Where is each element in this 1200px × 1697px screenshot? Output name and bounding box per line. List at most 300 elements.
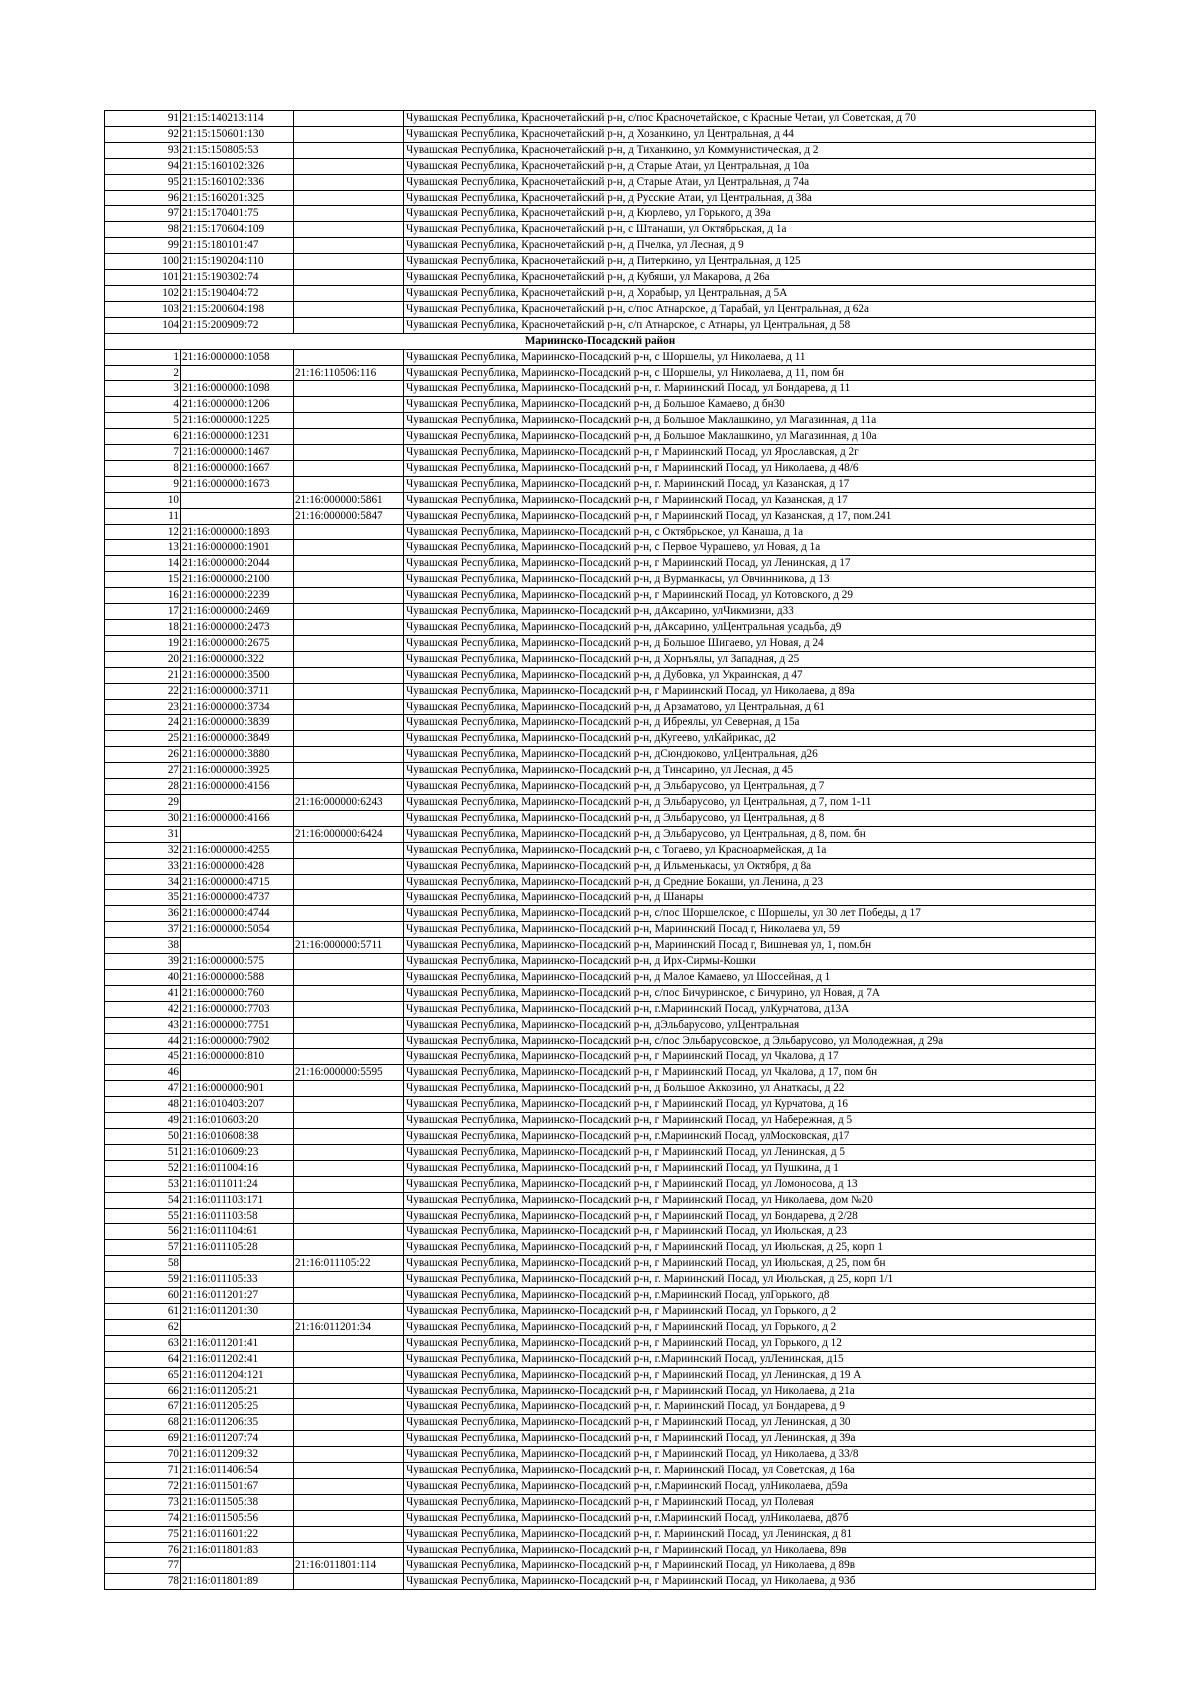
premises-cadastral-number xyxy=(294,1351,404,1367)
address: Чувашская Республика, Мариинско-Посадский р-н, с/пос Бичуринское, с Бичурино, ул Новая, д 7А xyxy=(404,985,1096,1001)
cadastral-number: 21:15:170604:109 xyxy=(181,222,294,238)
address: Чувашская Республика, Мариинско-Посадский р-н, г Мариинский Посад, ул Ленинская, д 19 А xyxy=(404,1367,1096,1383)
address: Чувашская Республика, Красночетайский р-н, д Старые Атаи, ул Центральная, д 10а xyxy=(404,158,1096,174)
cadastral-number: 21:15:190302:74 xyxy=(181,270,294,286)
premises-cadastral-number xyxy=(294,1399,404,1415)
table-row xyxy=(105,874,1096,890)
row-number: 100 xyxy=(105,254,181,270)
table-row xyxy=(105,715,1096,731)
address: Чувашская Республика, Мариинско-Посадский р-н, г. Мариинский Посад, ул Советская, д 16а xyxy=(404,1463,1096,1479)
table-row xyxy=(105,1399,1096,1415)
cadastral-number: 21:16:000000:810 xyxy=(181,1049,294,1065)
premises-cadastral-number xyxy=(294,1001,404,1017)
cadastral-number: 21:16:000000:1231 xyxy=(181,429,294,445)
premises-cadastral-number xyxy=(294,842,404,858)
address: Чувашская Республика, Мариинско-Посадский р-н, д Большое Камаево, д бн30 xyxy=(404,397,1096,413)
premises-cadastral-number xyxy=(294,1240,404,1256)
premises-cadastral-number xyxy=(294,1272,404,1288)
table-row xyxy=(105,1494,1096,1510)
table-row xyxy=(105,317,1096,333)
address: Чувашская Республика, Мариинско-Посадский р-н, д Эльбарусово, ул Центральная, д 7, пом 1-11 xyxy=(404,794,1096,810)
table-row xyxy=(105,1081,1096,1097)
premises-cadastral-number xyxy=(294,858,404,874)
row-number: 69 xyxy=(105,1431,181,1447)
table-row xyxy=(105,206,1096,222)
cadastral-number xyxy=(181,508,294,524)
cadastral-number: 21:16:000000:1467 xyxy=(181,445,294,461)
address: Чувашская Республика, Мариинско-Посадский р-н, д Эльбарусово, ул Центральная, д 8, пом. бн xyxy=(404,826,1096,842)
row-number: 70 xyxy=(105,1447,181,1463)
address: Чувашская Республика, Красночетайский р-н, д Кубяши, ул Макарова, д 26а xyxy=(404,270,1096,286)
cadastral-number: 21:16:000000:1225 xyxy=(181,413,294,429)
row-number: 25 xyxy=(105,731,181,747)
row-number: 30 xyxy=(105,810,181,826)
row-number: 57 xyxy=(105,1240,181,1256)
address: Чувашская Республика, Красночетайский р-н, с/пос Красночетайское, с Красные Четаи, ул Советская, д 70 xyxy=(404,111,1096,127)
table-row xyxy=(105,254,1096,270)
row-number: 62 xyxy=(105,1319,181,1335)
cadastral-number: 21:16:011505:56 xyxy=(181,1510,294,1526)
address: Чувашская Республика, Мариинско-Посадский р-н, г Мариинский Посад, ул Бондарева, д 2/28 xyxy=(404,1208,1096,1224)
cadastral-number: 21:16:000000:1058 xyxy=(181,349,294,365)
row-number: 102 xyxy=(105,285,181,301)
records-table-body xyxy=(105,111,1096,1590)
cadastral-number: 21:16:000000:575 xyxy=(181,954,294,970)
cadastral-number: 21:16:000000:2239 xyxy=(181,588,294,604)
address: Чувашская Республика, Красночетайский р-н, с Штанаши, ул Октябрьская, д 1а xyxy=(404,222,1096,238)
cadastral-number: 21:15:200909:72 xyxy=(181,317,294,333)
table-row xyxy=(105,1129,1096,1145)
address: Чувашская Республика, Мариинско-Посадский р-н, г Мариинский Посад, ул Николаева, д 21а xyxy=(404,1383,1096,1399)
cadastral-number xyxy=(181,1256,294,1272)
table-row xyxy=(105,1303,1096,1319)
cadastral-number: 21:16:011601:22 xyxy=(181,1526,294,1542)
premises-cadastral-number xyxy=(294,158,404,174)
premises-cadastral-number xyxy=(294,1494,404,1510)
address: Чувашская Республика, Мариинско-Посадский р-н, г. Мариинский Посад, ул Ленинская, д 81 xyxy=(404,1526,1096,1542)
row-number: 38 xyxy=(105,938,181,954)
row-number: 73 xyxy=(105,1494,181,1510)
row-number: 61 xyxy=(105,1303,181,1319)
address: Чувашская Республика, Красночетайский р-н, с/п Атнарское, с Атнары, ул Центральная, д 58 xyxy=(404,317,1096,333)
address: Чувашская Республика, Красночетайский р-н, д Питеркино, ул Центральная, д 125 xyxy=(404,254,1096,270)
cadastral-number: 21:16:000000:4255 xyxy=(181,842,294,858)
premises-cadastral-number xyxy=(294,1160,404,1176)
row-number: 78 xyxy=(105,1574,181,1590)
row-number: 95 xyxy=(105,174,181,190)
cadastral-number xyxy=(181,938,294,954)
cadastral-number: 21:16:000000:428 xyxy=(181,858,294,874)
address: Чувашская Республика, Мариинско-Посадский р-н, г Мариинский Посад, ул Ярославская, д 2г xyxy=(404,445,1096,461)
cadastral-number: 21:16:000000:5054 xyxy=(181,922,294,938)
table-row xyxy=(105,1049,1096,1065)
premises-cadastral-number xyxy=(294,349,404,365)
cadastral-number: 21:16:000000:1206 xyxy=(181,397,294,413)
cadastral-number: 21:16:000000:4744 xyxy=(181,906,294,922)
address: Чувашская Республика, Мариинско-Посадский р-н, д Большое Шигаево, ул Новая, д 24 xyxy=(404,635,1096,651)
table-row xyxy=(105,985,1096,1001)
premises-cadastral-number xyxy=(294,1303,404,1319)
address: Чувашская Республика, Мариинско-Посадский р-н, г Мариинский Посад, ул Июльская, д 23 xyxy=(404,1224,1096,1240)
table-row xyxy=(105,1001,1096,1017)
table-row xyxy=(105,969,1096,985)
address: Чувашская Республика, Мариинско-Посадский р-н, г. Мариинский Посад, ул Бондарева, д 9 xyxy=(404,1399,1096,1415)
row-number: 64 xyxy=(105,1351,181,1367)
table-row xyxy=(105,1447,1096,1463)
table-row xyxy=(105,270,1096,286)
address: Чувашская Республика, Мариинско-Посадский р-н, г Мариинский Посад, ул Горького, д 2 xyxy=(404,1303,1096,1319)
table-row xyxy=(105,1383,1096,1399)
cadastral-number: 21:16:011501:67 xyxy=(181,1478,294,1494)
table-row xyxy=(105,1542,1096,1558)
address: Чувашская Республика, Мариинско-Посадский р-н, г Мариинский Посад, ул Николаева, д 89а xyxy=(404,683,1096,699)
address: Чувашская Республика, Мариинско-Посадский р-н, г.Мариинский Посад, улКурчатова, д13А xyxy=(404,1001,1096,1017)
premises-cadastral-number: 21:16:110506:116 xyxy=(294,365,404,381)
table-row xyxy=(105,1463,1096,1479)
table-row xyxy=(105,1224,1096,1240)
row-number: 27 xyxy=(105,763,181,779)
table-row xyxy=(105,604,1096,620)
address: Чувашская Республика, Мариинско-Посадский р-н, д Ибреялы, ул Северная, д 15а xyxy=(404,715,1096,731)
table-row xyxy=(105,222,1096,238)
row-number: 48 xyxy=(105,1097,181,1113)
address: Чувашская Республика, Мариинско-Посадский р-н, дАксарино, улЦентральная усадьба, д9 xyxy=(404,620,1096,636)
premises-cadastral-number xyxy=(294,890,404,906)
cadastral-number: 21:16:000000:7902 xyxy=(181,1033,294,1049)
premises-cadastral-number xyxy=(294,381,404,397)
row-number: 4 xyxy=(105,397,181,413)
address: Чувашская Республика, Мариинско-Посадский р-н, г Мариинский Посад, ул Горького, д 2 xyxy=(404,1319,1096,1335)
premises-cadastral-number xyxy=(294,683,404,699)
table-row xyxy=(105,651,1096,667)
row-number: 47 xyxy=(105,1081,181,1097)
row-number: 50 xyxy=(105,1129,181,1145)
row-number: 40 xyxy=(105,969,181,985)
cadastral-number: 21:16:000000:4715 xyxy=(181,874,294,890)
table-row xyxy=(105,174,1096,190)
cadastral-number: 21:16:000000:1893 xyxy=(181,524,294,540)
premises-cadastral-number xyxy=(294,301,404,317)
row-number: 14 xyxy=(105,556,181,572)
premises-cadastral-number xyxy=(294,1574,404,1590)
address: Чувашская Республика, Мариинско-Посадский р-н, г Мариинский Посад, ул Горького, д 12 xyxy=(404,1335,1096,1351)
cadastral-number: 21:16:000000:7703 xyxy=(181,1001,294,1017)
premises-cadastral-number xyxy=(294,270,404,286)
address: Чувашская Республика, Красночетайский р-н, д Кюрлево, ул Горького, д 39а xyxy=(404,206,1096,222)
address: Чувашская Республика, Мариинско-Посадский р-н, д Шанары xyxy=(404,890,1096,906)
row-number: 93 xyxy=(105,142,181,158)
row-number: 65 xyxy=(105,1367,181,1383)
row-number: 5 xyxy=(105,413,181,429)
cadastral-number: 21:16:000000:3711 xyxy=(181,683,294,699)
cadastral-number: 21:16:011406:54 xyxy=(181,1463,294,1479)
row-number: 2 xyxy=(105,365,181,381)
premises-cadastral-number xyxy=(294,397,404,413)
address: Чувашская Республика, Мариинско-Посадский р-н, г Мариинский Посад, ул Котовского, д 29 xyxy=(404,588,1096,604)
cadastral-number: 21:16:000000:901 xyxy=(181,1081,294,1097)
table-row xyxy=(105,1113,1096,1129)
table-row xyxy=(105,890,1096,906)
premises-cadastral-number xyxy=(294,810,404,826)
table-row xyxy=(105,1431,1096,1447)
premises-cadastral-number xyxy=(294,906,404,922)
premises-cadastral-number xyxy=(294,731,404,747)
row-number: 12 xyxy=(105,524,181,540)
premises-cadastral-number xyxy=(294,1224,404,1240)
table-row xyxy=(105,1144,1096,1160)
table-row xyxy=(105,1097,1096,1113)
cadastral-number: 21:16:000000:3734 xyxy=(181,699,294,715)
table-row xyxy=(105,826,1096,842)
address: Чувашская Республика, Мариинско-Посадский р-н, дКугеево, улКайрикас, д2 xyxy=(404,731,1096,747)
premises-cadastral-number xyxy=(294,922,404,938)
address: Чувашская Республика, Мариинско-Посадский р-н, д Дубовка, ул Украинская, д 47 xyxy=(404,667,1096,683)
table-row xyxy=(105,731,1096,747)
premises-cadastral-number xyxy=(294,524,404,540)
table-row xyxy=(105,699,1096,715)
address: Чувашская Республика, Мариинско-Посадский р-н, д Хорнъялы, ул Западная, д 25 xyxy=(404,651,1096,667)
address: Чувашская Республика, Мариинско-Посадский р-н, г Мариинский Посад, ул Николаева, д 48/6 xyxy=(404,460,1096,476)
premises-cadastral-number xyxy=(294,874,404,890)
cadastral-number xyxy=(181,492,294,508)
address: Чувашская Республика, Мариинско-Посадский р-н, г Мариинский Посад, ул Казанская, д 17, пом.241 xyxy=(404,508,1096,524)
address: Чувашская Республика, Мариинско-Посадский р-н, с Шоршелы, ул Николаева, д 11 xyxy=(404,349,1096,365)
premises-cadastral-number xyxy=(294,429,404,445)
cadastral-number: 21:16:000000:3839 xyxy=(181,715,294,731)
cadastral-number: 21:15:150805:53 xyxy=(181,142,294,158)
row-number: 35 xyxy=(105,890,181,906)
table-row xyxy=(105,492,1096,508)
address: Чувашская Республика, Мариинско-Посадский р-н, г Мариинский Посад, ул Набережная, д 5 xyxy=(404,1113,1096,1129)
row-number: 58 xyxy=(105,1256,181,1272)
table-row xyxy=(105,429,1096,445)
section-header-row xyxy=(105,333,1096,349)
cadastral-number: 21:15:160201:325 xyxy=(181,190,294,206)
premises-cadastral-number xyxy=(294,1526,404,1542)
cadastral-number: 21:16:011201:41 xyxy=(181,1335,294,1351)
address: Чувашская Республика, Мариинско-Посадский р-н, г Мариинский Посад, ул Николаева, дом №20 xyxy=(404,1192,1096,1208)
address: Чувашская Республика, Мариинско-Посадский р-н, г Мариинский Посад, ул Чкалова, д 17, пом бн xyxy=(404,1065,1096,1081)
table-row xyxy=(105,1510,1096,1526)
row-number: 15 xyxy=(105,572,181,588)
address: Чувашская Республика, Красночетайский р-н, д Русские Атаи, ул Центральная, д 38а xyxy=(404,190,1096,206)
premises-cadastral-number xyxy=(294,142,404,158)
premises-cadastral-number xyxy=(294,1097,404,1113)
cadastral-number: 21:16:011201:27 xyxy=(181,1288,294,1304)
premises-cadastral-number: 21:16:000000:6424 xyxy=(294,826,404,842)
table-row xyxy=(105,1288,1096,1304)
cadastral-number: 21:16:011105:28 xyxy=(181,1240,294,1256)
address: Чувашская Республика, Мариинско-Посадский р-н, г Мариинский Посад, ул Ленинская, д 39а xyxy=(404,1431,1096,1447)
cadastral-number: 21:16:000000:3880 xyxy=(181,747,294,763)
row-number: 67 xyxy=(105,1399,181,1415)
table-row xyxy=(105,1240,1096,1256)
row-number: 19 xyxy=(105,635,181,651)
cadastral-number: 21:16:000000:2044 xyxy=(181,556,294,572)
address: Чувашская Республика, Мариинско-Посадский р-н, д Большое Аккозино, ул Анаткасы, д 22 xyxy=(404,1081,1096,1097)
table-row xyxy=(105,922,1096,938)
row-number: 41 xyxy=(105,985,181,1001)
cadastral-number: 21:16:000000:2469 xyxy=(181,604,294,620)
row-number: 104 xyxy=(105,317,181,333)
premises-cadastral-number xyxy=(294,126,404,142)
row-number: 33 xyxy=(105,858,181,874)
row-number: 42 xyxy=(105,1001,181,1017)
cadastral-number: 21:16:011505:38 xyxy=(181,1494,294,1510)
table-row xyxy=(105,285,1096,301)
address: Чувашская Республика, Мариинско-Посадский р-н, г Мариинский Посад, ул Полевая xyxy=(404,1494,1096,1510)
address: Чувашская Республика, Мариинско-Посадский р-н, г Мариинский Посад, ул Пушкина, д 1 xyxy=(404,1160,1096,1176)
premises-cadastral-number xyxy=(294,1383,404,1399)
table-row xyxy=(105,1192,1096,1208)
table-row xyxy=(105,1574,1096,1590)
premises-cadastral-number xyxy=(294,540,404,556)
cadastral-number: 21:16:010608:38 xyxy=(181,1129,294,1145)
premises-cadastral-number xyxy=(294,476,404,492)
cadastral-number: 21:15:190204:110 xyxy=(181,254,294,270)
table-row xyxy=(105,111,1096,127)
premises-cadastral-number xyxy=(294,413,404,429)
premises-cadastral-number xyxy=(294,747,404,763)
table-row xyxy=(105,381,1096,397)
premises-cadastral-number xyxy=(294,190,404,206)
premises-cadastral-number xyxy=(294,1463,404,1479)
table-row xyxy=(105,1017,1096,1033)
address: Чувашская Республика, Мариинско-Посадский р-н, г Мариинский Посад, ул Курчатова, д 16 xyxy=(404,1097,1096,1113)
premises-cadastral-number xyxy=(294,254,404,270)
table-row xyxy=(105,1478,1096,1494)
address: Чувашская Республика, Мариинско-Посадский р-н, г Мариинский Посад, ул Июльская, д 25, пом бн xyxy=(404,1256,1096,1272)
premises-cadastral-number xyxy=(294,1288,404,1304)
address: Чувашская Республика, Красночетайский р-н, д Тиханкино, ул Коммунистическая, д 2 xyxy=(404,142,1096,158)
cadastral-number xyxy=(181,365,294,381)
cadastral-number: 21:16:011207:74 xyxy=(181,1431,294,1447)
cadastral-number: 21:16:011105:33 xyxy=(181,1272,294,1288)
table-row xyxy=(105,301,1096,317)
row-number: 11 xyxy=(105,508,181,524)
row-number: 8 xyxy=(105,460,181,476)
row-number: 21 xyxy=(105,667,181,683)
row-number: 92 xyxy=(105,126,181,142)
table-row xyxy=(105,349,1096,365)
table-row xyxy=(105,1415,1096,1431)
premises-cadastral-number xyxy=(294,445,404,461)
row-number: 1 xyxy=(105,349,181,365)
table-row xyxy=(105,445,1096,461)
table-row xyxy=(105,747,1096,763)
row-number: 32 xyxy=(105,842,181,858)
premises-cadastral-number xyxy=(294,1033,404,1049)
row-number: 99 xyxy=(105,238,181,254)
premises-cadastral-number xyxy=(294,954,404,970)
premises-cadastral-number xyxy=(294,715,404,731)
premises-cadastral-number xyxy=(294,667,404,683)
cadastral-number: 21:16:000000:3849 xyxy=(181,731,294,747)
table-row xyxy=(105,365,1096,381)
address: Чувашская Республика, Мариинско-Посадский р-н, д Средние Бокаши, ул Ленина, д 23 xyxy=(404,874,1096,890)
address: Чувашская Республика, Мариинско-Посадский р-н, д Большое Маклашкино, ул Магазинная, д 10а xyxy=(404,429,1096,445)
row-number: 103 xyxy=(105,301,181,317)
premises-cadastral-number xyxy=(294,174,404,190)
premises-cadastral-number xyxy=(294,285,404,301)
row-number: 44 xyxy=(105,1033,181,1049)
address: Чувашская Республика, Мариинско-Посадский р-н, г.Мариинский Посад, улМосковская, д17 xyxy=(404,1129,1096,1145)
address: Чувашская Республика, Красночетайский р-н, д Хозанкино, ул Центральная, д 44 xyxy=(404,126,1096,142)
address: Чувашская Республика, Мариинско-Посадский р-н, г.Мариинский Посад, улЛенинская, д15 xyxy=(404,1351,1096,1367)
premises-cadastral-number xyxy=(294,1176,404,1192)
cadastral-number: 21:15:160102:336 xyxy=(181,174,294,190)
premises-cadastral-number xyxy=(294,556,404,572)
table-row xyxy=(105,683,1096,699)
table-row xyxy=(105,635,1096,651)
premises-cadastral-number xyxy=(294,572,404,588)
premises-cadastral-number: 21:16:000000:5711 xyxy=(294,938,404,954)
address: Чувашская Республика, Красночетайский р-н, с/пос Атнарское, д Тарабай, ул Центральная, д 62а xyxy=(404,301,1096,317)
address: Чувашская Республика, Мариинско-Посадский р-н, г Мариинский Посад, ул Ленинская, д 30 xyxy=(404,1415,1096,1431)
premises-cadastral-number xyxy=(294,1542,404,1558)
address: Чувашская Республика, Красночетайский р-н, д Хорабыр, ул Центральная, д 5А xyxy=(404,285,1096,301)
table-row xyxy=(105,524,1096,540)
cadastral-number: 21:15:170401:75 xyxy=(181,206,294,222)
premises-cadastral-number xyxy=(294,460,404,476)
cadastral-number: 21:16:000000:4737 xyxy=(181,890,294,906)
address: Чувашская Республика, Мариинско-Посадский р-н, дАксарино, улЧикмизни, д33 xyxy=(404,604,1096,620)
cadastral-number: 21:16:011011:24 xyxy=(181,1176,294,1192)
premises-cadastral-number: 21:16:000000:5595 xyxy=(294,1065,404,1081)
table-row xyxy=(105,508,1096,524)
address: Чувашская Республика, Мариинско-Посадский р-н, г.Мариинский Посад, улГорького, д8 xyxy=(404,1288,1096,1304)
cadastral-number: 21:16:000000:4156 xyxy=(181,779,294,795)
cadastral-number: 21:16:011206:35 xyxy=(181,1415,294,1431)
table-row xyxy=(105,397,1096,413)
address: Чувашская Республика, Мариинско-Посадский р-н, д Тинсарино, ул Лесная, д 45 xyxy=(404,763,1096,779)
row-number: 94 xyxy=(105,158,181,174)
address: Чувашская Республика, Мариинско-Посадский р-н, д Арзаматово, ул Центральная, д 61 xyxy=(404,699,1096,715)
row-number: 60 xyxy=(105,1288,181,1304)
row-number: 56 xyxy=(105,1224,181,1240)
row-number: 17 xyxy=(105,604,181,620)
table-row xyxy=(105,460,1096,476)
row-number: 46 xyxy=(105,1065,181,1081)
row-number: 20 xyxy=(105,651,181,667)
row-number: 77 xyxy=(105,1558,181,1574)
premises-cadastral-number: 21:16:000000:6243 xyxy=(294,794,404,810)
cadastral-number: 21:16:011103:171 xyxy=(181,1192,294,1208)
table-row xyxy=(105,858,1096,874)
row-number: 98 xyxy=(105,222,181,238)
address: Чувашская Республика, Мариинско-Посадский р-н, с Первое Чурашево, ул Новая, д 1а xyxy=(404,540,1096,556)
row-number: 101 xyxy=(105,270,181,286)
premises-cadastral-number xyxy=(294,1081,404,1097)
table-row xyxy=(105,1065,1096,1081)
cadastral-number: 21:16:000000:322 xyxy=(181,651,294,667)
table-row xyxy=(105,954,1096,970)
table-row xyxy=(105,413,1096,429)
address: Чувашская Республика, Мариинско-Посадский р-н, г. Мариинский Посад, ул Бондарева, д 11 xyxy=(404,381,1096,397)
address: Чувашская Республика, Мариинско-Посадский р-н, д Ирх-Сирмы-Кошки xyxy=(404,954,1096,970)
table-row xyxy=(105,1367,1096,1383)
premises-cadastral-number: 21:16:000000:5861 xyxy=(294,492,404,508)
row-number: 16 xyxy=(105,588,181,604)
premises-cadastral-number xyxy=(294,985,404,1001)
cadastral-number: 21:16:011801:89 xyxy=(181,1574,294,1590)
row-number: 31 xyxy=(105,826,181,842)
cadastral-number: 21:16:000000:760 xyxy=(181,985,294,1001)
table-row xyxy=(105,1319,1096,1335)
table-row xyxy=(105,810,1096,826)
cadastral-number: 21:16:000000:4166 xyxy=(181,810,294,826)
cadastral-number: 21:16:000000:1098 xyxy=(181,381,294,397)
